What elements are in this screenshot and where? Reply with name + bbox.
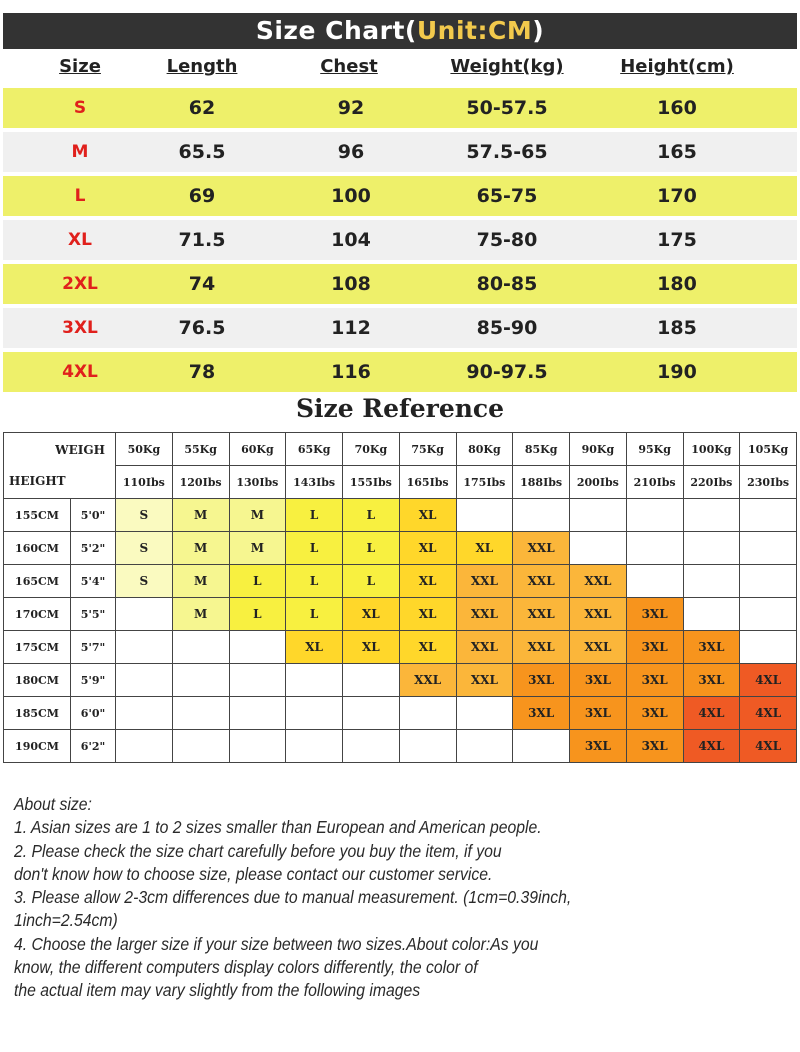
size-reference-cell: 4XL xyxy=(740,697,797,730)
size-reference-cell xyxy=(116,631,173,664)
size-reference-cell: 3XL xyxy=(570,664,627,697)
weight-lbs-header: 165Ibs xyxy=(399,466,456,499)
weight-lbs-header: 220Ibs xyxy=(683,466,740,499)
height-cm-cell: 185CM xyxy=(4,697,71,730)
size-reference-cell: XXL xyxy=(513,598,570,631)
size-reference-cell: XXL xyxy=(513,565,570,598)
size-reference-cell xyxy=(399,730,456,763)
weight-kg-header: 60Kg xyxy=(229,433,286,466)
length-cell: 62 xyxy=(188,97,216,119)
size-reference-cell xyxy=(683,499,740,532)
weight-kg-header: 85Kg xyxy=(513,433,570,466)
chest-cell: 108 xyxy=(331,273,371,295)
size-reference-cell xyxy=(172,664,229,697)
size-reference-cell: 4XL xyxy=(683,697,740,730)
size-reference-title: Size Reference xyxy=(295,394,505,423)
size-reference-cell xyxy=(116,598,173,631)
height-cell: 185 xyxy=(657,317,697,339)
size-reference-cell: XL xyxy=(343,598,400,631)
size-reference-cell xyxy=(229,664,286,697)
size-reference-cell: XXL xyxy=(456,664,513,697)
weight-kg-header: 105Kg xyxy=(740,433,797,466)
size-reference-cell: XL xyxy=(399,565,456,598)
weight-lbs-header: 230Ibs xyxy=(740,466,797,499)
weight-lbs-header: 188Ibs xyxy=(513,466,570,499)
height-cm-cell: 160CM xyxy=(4,532,71,565)
size-reference-cell: XL xyxy=(456,532,513,565)
size-chart-column-headers xyxy=(0,56,800,86)
size-reference-cell: L xyxy=(343,499,400,532)
size-reference-cell: 3XL xyxy=(626,598,683,631)
height-ft-cell: 5'2" xyxy=(71,532,116,565)
header-length: Length xyxy=(166,56,238,77)
size-chart-row xyxy=(3,88,797,128)
size-reference-cell xyxy=(740,631,797,664)
size-reference-cell xyxy=(399,697,456,730)
size-reference-cell xyxy=(343,664,400,697)
size-reference-cell xyxy=(570,532,627,565)
length-cell: 78 xyxy=(188,361,216,383)
height-cell: 180 xyxy=(657,273,697,295)
size-chart-rows xyxy=(3,88,797,396)
size-reference-cell: XXL xyxy=(513,631,570,664)
size-notes xyxy=(14,793,716,1003)
size-reference-cell: 3XL xyxy=(570,730,627,763)
chest-cell: 104 xyxy=(331,229,371,251)
size-reference-cell: XL xyxy=(399,631,456,664)
weight-cell: 80-85 xyxy=(476,273,538,295)
weight-lbs-header: 175Ibs xyxy=(456,466,513,499)
size-reference-cell xyxy=(286,730,343,763)
height-label: HEIGHT xyxy=(9,474,66,488)
size-reference-cell xyxy=(683,598,740,631)
length-cell: 69 xyxy=(188,185,216,207)
size-reference-cell: M xyxy=(172,532,229,565)
size-cell: 2XL xyxy=(62,274,98,294)
size-reference-cell: 4XL xyxy=(740,730,797,763)
size-reference-cell: XL xyxy=(286,631,343,664)
size-reference-cell: XXL xyxy=(456,565,513,598)
height-cell: 190 xyxy=(657,361,697,383)
height-ft-cell: 5'9" xyxy=(71,664,116,697)
size-reference-cell xyxy=(740,532,797,565)
size-reference-cell: 3XL xyxy=(626,664,683,697)
size-cell: S xyxy=(73,98,87,118)
weight-cell: 75-80 xyxy=(476,229,538,251)
size-reference-cell: S xyxy=(116,532,173,565)
size-chart-row xyxy=(3,132,797,172)
size-reference-cell: L xyxy=(343,532,400,565)
chest-cell: 96 xyxy=(337,141,365,163)
size-reference-cell xyxy=(229,730,286,763)
size-reference-cell: XL xyxy=(399,598,456,631)
size-reference-cell: L xyxy=(286,499,343,532)
size-reference-cell xyxy=(456,730,513,763)
weight-cell: 65-75 xyxy=(476,185,538,207)
height-cm-cell: 170CM xyxy=(4,598,71,631)
weight-lbs-header: 110Ibs xyxy=(116,466,173,499)
size-reference-cell: S xyxy=(116,499,173,532)
size-reference-cell: L xyxy=(286,565,343,598)
header-size: Size xyxy=(59,56,101,77)
size-reference-cell: L xyxy=(343,565,400,598)
weight-kg-header: 80Kg xyxy=(456,433,513,466)
length-cell: 65.5 xyxy=(178,141,226,163)
weight-lbs-header: 120Ibs xyxy=(172,466,229,499)
size-cell: M xyxy=(71,142,89,162)
weight-cell: 90-97.5 xyxy=(466,361,548,383)
note-line: 1inch=2.54cm) xyxy=(14,910,118,931)
weight-lbs-row xyxy=(4,466,797,499)
table-corner xyxy=(4,433,116,499)
title-prefix: Size Chart( xyxy=(255,16,417,45)
weight-kg-row xyxy=(4,433,797,466)
size-reference-cell: L xyxy=(286,598,343,631)
size-reference-cell xyxy=(570,499,627,532)
note-line: know, the different computers display colors differently, the color of xyxy=(14,957,478,978)
size-reference-cell: XXL xyxy=(570,598,627,631)
size-reference-cell: XXL xyxy=(456,631,513,664)
weight-kg-header: 65Kg xyxy=(286,433,343,466)
weight-lbs-header: 155Ibs xyxy=(343,466,400,499)
size-reference-cell: 3XL xyxy=(626,730,683,763)
height-cm-cell: 180CM xyxy=(4,664,71,697)
note-line: 1. Asian sizes are 1 to 2 sizes smaller than European and American people. xyxy=(14,817,542,838)
height-ft-cell: 5'4" xyxy=(71,565,116,598)
weigh-label: WEIGH xyxy=(55,443,105,457)
height-cm-cell: 190CM xyxy=(4,730,71,763)
size-reference-cell: 4XL xyxy=(740,664,797,697)
size-reference-table xyxy=(3,432,797,763)
weight-kg-header: 55Kg xyxy=(172,433,229,466)
size-reference-cell xyxy=(456,499,513,532)
size-reference-cell: XXL xyxy=(513,532,570,565)
weight-lbs-header: 143Ibs xyxy=(286,466,343,499)
length-cell: 71.5 xyxy=(178,229,226,251)
size-reference-cell: 3XL xyxy=(683,664,740,697)
height-cm-cell: 165CM xyxy=(4,565,71,598)
chest-cell: 92 xyxy=(337,97,365,119)
weight-kg-header: 100Kg xyxy=(683,433,740,466)
weight-kg-header: 50Kg xyxy=(116,433,173,466)
size-reference-cell: 3XL xyxy=(683,631,740,664)
height-row xyxy=(4,598,797,631)
size-reference-cell xyxy=(286,697,343,730)
title-suffix: ) xyxy=(532,16,545,45)
size-cell: L xyxy=(74,186,86,206)
size-reference-cell xyxy=(626,565,683,598)
weight-kg-header: 70Kg xyxy=(343,433,400,466)
weight-cell: 57.5-65 xyxy=(466,141,548,163)
note-line: the actual item may vary slightly from the following images xyxy=(14,980,421,1001)
size-reference-cell xyxy=(343,697,400,730)
size-reference-cell: XL xyxy=(399,532,456,565)
note-line: 3. Please allow 2-3cm differences due to manual measurement. (1cm=0.39inch, xyxy=(14,887,572,908)
height-row xyxy=(4,499,797,532)
height-row xyxy=(4,697,797,730)
chest-cell: 112 xyxy=(331,317,371,339)
weight-lbs-header: 210Ibs xyxy=(626,466,683,499)
size-reference-cell xyxy=(229,697,286,730)
size-reference-cell: L xyxy=(229,565,286,598)
chest-cell: 100 xyxy=(331,185,371,207)
note-line: 2. Please check the size chart carefully before you buy the item, if you xyxy=(14,840,502,861)
size-chart-row xyxy=(3,220,797,260)
height-row xyxy=(4,730,797,763)
size-reference-cell: L xyxy=(286,532,343,565)
height-ft-cell: 6'2" xyxy=(71,730,116,763)
size-reference-cell: S xyxy=(116,565,173,598)
size-reference-cell: XXL xyxy=(456,598,513,631)
height-cell: 170 xyxy=(657,185,697,207)
size-reference-cell xyxy=(172,697,229,730)
weight-kg-header: 90Kg xyxy=(570,433,627,466)
height-cell: 160 xyxy=(657,97,697,119)
size-reference-cell xyxy=(286,664,343,697)
weight-lbs-header: 200Ibs xyxy=(570,466,627,499)
height-ft-cell: 5'5" xyxy=(71,598,116,631)
size-reference-cell: XL xyxy=(399,499,456,532)
size-reference-cell: M xyxy=(172,598,229,631)
size-reference-cell xyxy=(343,730,400,763)
weight-lbs-header: 130Ibs xyxy=(229,466,286,499)
size-chart-row xyxy=(3,308,797,348)
height-ft-cell: 5'0" xyxy=(71,499,116,532)
height-cm-cell: 175CM xyxy=(4,631,71,664)
size-reference-cell: M xyxy=(172,565,229,598)
size-reference-cell: 3XL xyxy=(626,697,683,730)
size-reference-cell: 3XL xyxy=(626,631,683,664)
size-reference-cell xyxy=(116,697,173,730)
size-reference-cell: XL xyxy=(343,631,400,664)
size-reference-cell xyxy=(513,499,570,532)
size-cell: 3XL xyxy=(62,318,98,338)
size-cell: XL xyxy=(68,230,92,250)
height-cm-cell: 155CM xyxy=(4,499,71,532)
size-reference-cell xyxy=(740,598,797,631)
size-reference-cell: L xyxy=(229,598,286,631)
weight-kg-header: 95Kg xyxy=(626,433,683,466)
height-row xyxy=(4,565,797,598)
size-reference-cell: M xyxy=(229,532,286,565)
size-reference-cell xyxy=(683,565,740,598)
header-weight: Weight(kg) xyxy=(450,56,564,77)
size-reference-cell xyxy=(626,499,683,532)
size-reference-cell xyxy=(116,664,173,697)
size-reference-cell xyxy=(172,730,229,763)
size-reference-cell: XXL xyxy=(570,565,627,598)
weight-cell: 85-90 xyxy=(476,317,538,339)
size-reference-cell: 3XL xyxy=(513,664,570,697)
height-row xyxy=(4,664,797,697)
height-cell: 175 xyxy=(657,229,697,251)
title-unit: Unit:CM xyxy=(416,16,533,45)
size-reference-cell xyxy=(740,565,797,598)
height-cell: 165 xyxy=(657,141,697,163)
size-reference-cell xyxy=(456,697,513,730)
size-reference-cell: M xyxy=(172,499,229,532)
size-chart-header xyxy=(3,13,797,49)
size-reference-cell: 3XL xyxy=(513,697,570,730)
height-row xyxy=(4,631,797,664)
header-height: Height(cm) xyxy=(620,56,734,77)
size-reference-cell: 3XL xyxy=(570,697,627,730)
height-ft-cell: 6'0" xyxy=(71,697,116,730)
size-reference-cell xyxy=(626,532,683,565)
size-reference-cell xyxy=(229,631,286,664)
size-reference-cell xyxy=(740,499,797,532)
weight-kg-header: 75Kg xyxy=(399,433,456,466)
note-line: 4. Choose the larger size if your size between two sizes.About color:As you xyxy=(14,933,539,954)
size-reference-cell xyxy=(116,730,173,763)
weight-cell: 50-57.5 xyxy=(466,97,548,119)
size-cell: 4XL xyxy=(62,362,98,382)
height-row xyxy=(4,532,797,565)
length-cell: 76.5 xyxy=(178,317,226,339)
note-line: don't know how to choose size, please contact our customer service. xyxy=(14,863,493,884)
size-chart-row xyxy=(3,176,797,216)
chest-cell: 116 xyxy=(331,361,371,383)
size-reference-cell: 4XL xyxy=(683,730,740,763)
size-chart-row xyxy=(3,352,797,392)
size-reference-cell: XXL xyxy=(399,664,456,697)
size-reference-cell xyxy=(683,532,740,565)
height-ft-cell: 5'7" xyxy=(71,631,116,664)
length-cell: 74 xyxy=(188,273,216,295)
size-reference-cell: XXL xyxy=(570,631,627,664)
header-chest: Chest xyxy=(320,56,378,77)
size-reference-cell: M xyxy=(229,499,286,532)
size-chart-row xyxy=(3,264,797,304)
notes-heading: About size: xyxy=(14,794,92,814)
size-chart-title xyxy=(256,16,544,45)
size-reference-cell xyxy=(513,730,570,763)
size-reference-cell xyxy=(172,631,229,664)
